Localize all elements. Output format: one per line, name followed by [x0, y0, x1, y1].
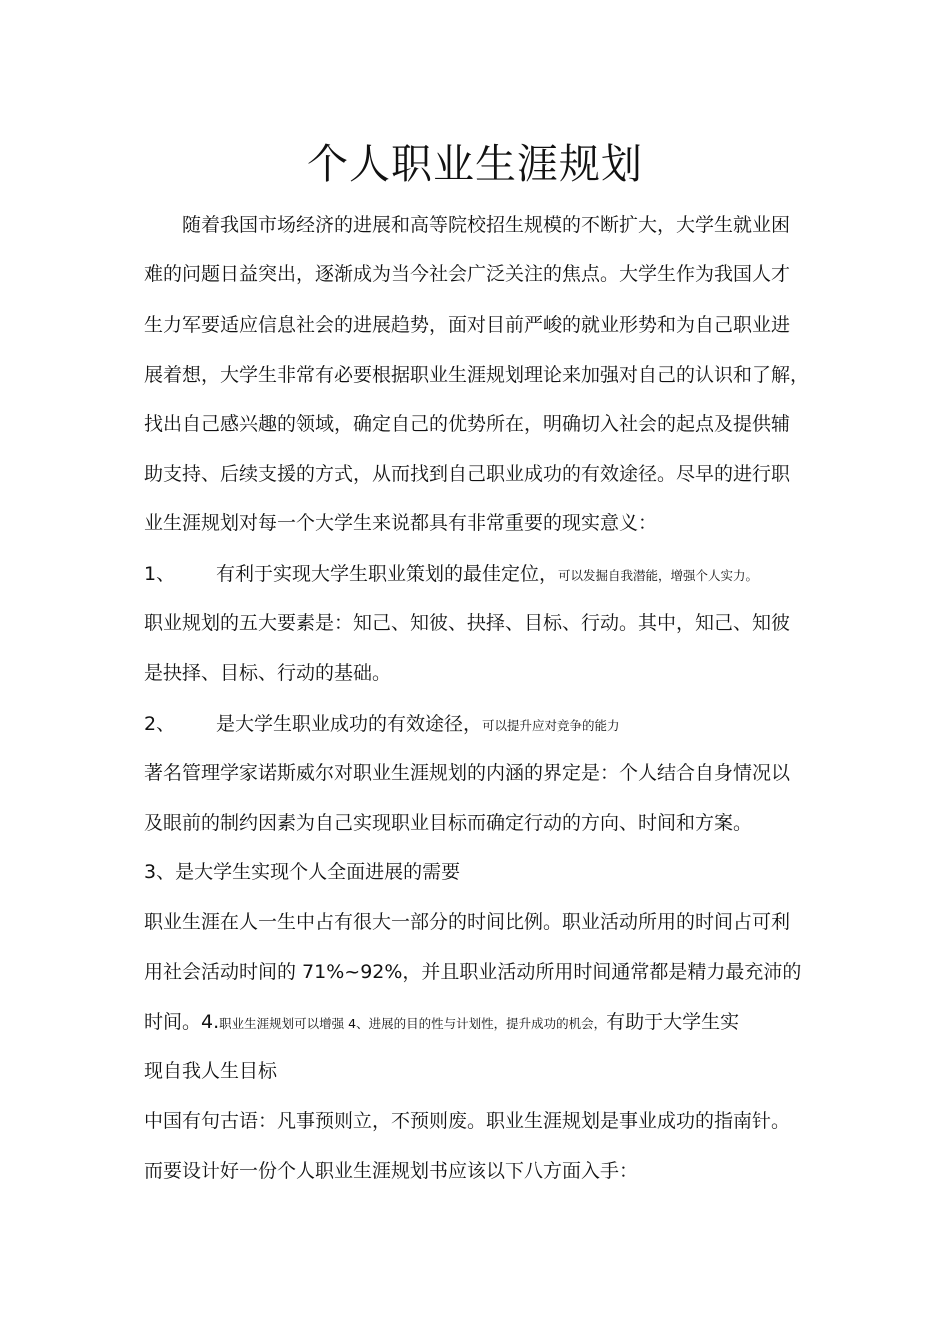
paragraph-line: 及眼前的制约因素为自己实现职业目标而确定行动的方向、时间和方案。 [144, 812, 753, 834]
paragraph-line: 是抉择、目标、行动的基础。 [144, 662, 392, 684]
list-item-heading: 有利于实现大学生职业策划的最佳定位， [216, 563, 559, 585]
paragraph-line: 职业生涯在人一生中占有很大一部分的时间比例。职业活动所用的时间占可利 [144, 911, 791, 933]
paragraph-line: 展着想，大学生非常有必要根据职业生涯规划理论来加强对自己的认识和了解， [144, 364, 810, 386]
item4-note: 职业生涯规划可以增强 4、进展的目的性与计划性，提升成功的机会， [219, 1016, 607, 1031]
list-item-1 [144, 559, 812, 591]
list-item-heading: 是大学生职业成功的有效途径， [216, 713, 483, 735]
paragraph-line: 业生涯规划对每一个大学生来说都具有非常重要的现实意义： [144, 512, 658, 534]
paragraph-line: 职业规划的五大要素是：知己、知彼、抉择、目标、行动。其中，知己、知彼 [144, 612, 791, 634]
item4-tail: 有助于大学生实 [606, 1011, 740, 1033]
paragraph-line: 助支持、后续支援的方式，从而找到自己职业成功的有效途径。尽早的进行职 [144, 463, 791, 485]
page-title: 个人职业生涯规划 [307, 140, 643, 188]
list-item-note: 可以提升应对竞争的能力 [482, 718, 620, 733]
list-item-4 [144, 1007, 812, 1039]
list-number: 1、 [144, 563, 176, 585]
paragraph-line: 著名管理学家诺斯威尔对职业生涯规划的内涵的界定是：个人结合自身情况以 [144, 762, 791, 784]
paragraph-line: 生力军要适应信息社会的进展趋势，面对目前严峻的就业形势和为自己职业进 [144, 314, 791, 336]
paragraph-line: 而要设计好一份个人职业生涯规划书应该以下八方面入手： [144, 1160, 639, 1182]
paragraph-line: 找出自己感兴趣的领域，确定自己的优势所在，明确切入社会的起点及提供辅 [144, 413, 791, 435]
list-item-2 [144, 709, 812, 741]
paragraph-line: 用社会活动时间的 71%~92%，并且职业活动所用时间通常都是精力最充沛的 [144, 961, 802, 983]
paragraph-line: 难的问题日益突出，逐渐成为当今社会广泛关注的焦点。大学生作为我国人才 [144, 263, 791, 285]
paragraph-line: 随着我国市场经济的进展和高等院校招生规模的不断扩大，大学生就业困 [182, 214, 791, 236]
paragraph-line: 中国有句古语：凡事预则立，不预则废。职业生涯规划是事业成功的指南针。 [144, 1110, 791, 1132]
paragraph-line: 现自我人生目标 [144, 1060, 278, 1082]
list-number: 2、 [144, 713, 176, 735]
list-item-3: 3、是大学生实现个人全面进展的需要 [144, 861, 461, 883]
item4-lead: 时间。4. [144, 1011, 220, 1033]
list-item-note: 可以发掘自我潜能，增强个人实力。 [558, 568, 759, 583]
